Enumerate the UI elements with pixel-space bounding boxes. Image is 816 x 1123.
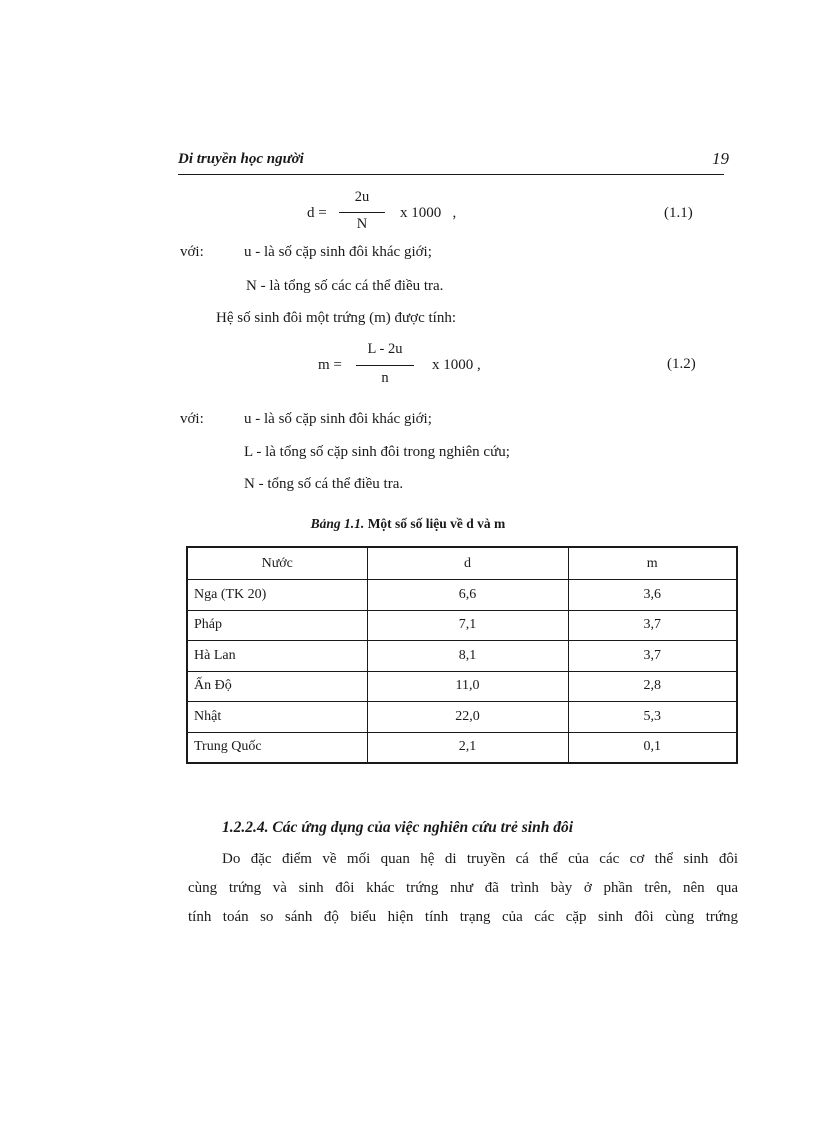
cell-country: Trung Quốc [187,732,367,763]
page-number: 19 [712,149,729,168]
definition-2-l: L - là tổng số cặp sinh đôi trong nghiên cứu; [244,444,510,460]
formula-1-fraction-bar [339,212,385,213]
table-row [187,641,737,672]
paragraph-line-3-text: tính toán so sánh độ biểu hiện tính trạng của các cặp sinh đôi cùng trứng [188,909,738,925]
definitions-2-lead: với: [180,411,204,427]
header-country: Nước [187,547,367,580]
definition-1-u: u - là số cặp sinh đôi khác giới; [244,244,432,260]
cell-country: Hà Lan [187,641,367,672]
table-row [187,580,737,611]
paragraph-line-2 [188,880,738,897]
cell-d: 6,6 [367,580,568,611]
cell-d: 22,0 [367,702,568,733]
intro-m-text: Hệ số sinh đôi một trứng (m) được tính: [216,310,457,326]
formula-2-number: (1.2) [667,356,696,372]
cell-m: 3,7 [568,641,737,672]
cell-country: Nhật [187,702,367,733]
cell-m: 2,8 [568,671,737,702]
cell-country: Nga (TK 20) [187,580,367,611]
cell-m: 0,1 [568,732,737,763]
definition-2-u: u - là số cặp sinh đôi khác giới; [244,411,432,427]
cell-country: Ấn Độ [187,671,367,702]
running-header-title: Di truyền học người [178,151,304,167]
cell-m: 3,7 [568,610,737,641]
formula-2-denominator: n [381,370,389,386]
header-m: m [568,547,737,580]
cell-d: 2,1 [367,732,568,763]
table-caption [0,516,816,532]
formula-2-multiplier: x 1000 , [432,357,481,373]
table-row [187,610,737,641]
definition-2-n: N - tổng số cá thể điều tra. [244,476,404,492]
table-row [187,732,737,763]
table-caption-text: Một số số liệu về d và m [367,516,506,531]
formula-1-denominator: N [356,216,368,232]
cell-d: 8,1 [367,641,568,672]
cell-d: 7,1 [367,610,568,641]
table-row [187,702,737,733]
cell-d: 11,0 [367,671,568,702]
paragraph-line-1-text: Do đặc điểm về mối quan hệ di truyền cá thể của các cơ thể sinh đôi [222,851,738,867]
header-rule [178,174,724,175]
formula-2-lhs: m = [318,357,342,373]
formula-2-fraction-bar [356,365,414,366]
section-heading: 1.2.2.4. Các ứng dụng của việc nghiên cứu trẻ sinh đôi [222,819,573,836]
definition-1-n: N - là tổng số các cá thể điều tra. [246,278,444,294]
data-table [186,546,738,764]
formula-1-multiplier: x 1000 , [400,205,457,221]
table-caption-label: Bảng 1.1. [310,516,365,531]
formula-1-lhs: d = [307,205,327,221]
formula-1-numerator: 2u [354,189,370,205]
formula-2-numerator: L - 2u [367,341,403,357]
definitions-1-lead: với: [180,244,204,260]
table-row [187,671,737,702]
cell-m: 3,6 [568,580,737,611]
paragraph-line-3 [188,909,738,926]
cell-m: 5,3 [568,702,737,733]
header-d: d [367,547,568,580]
formula-1-number: (1.1) [664,205,693,221]
paragraph-line-1 [222,851,738,868]
table-header-row [187,547,737,580]
paragraph-line-2-text: cùng trứng và sinh đôi khác trứng như đã trình bày ở phần trên, nên qua [188,880,738,896]
cell-country: Pháp [187,610,367,641]
